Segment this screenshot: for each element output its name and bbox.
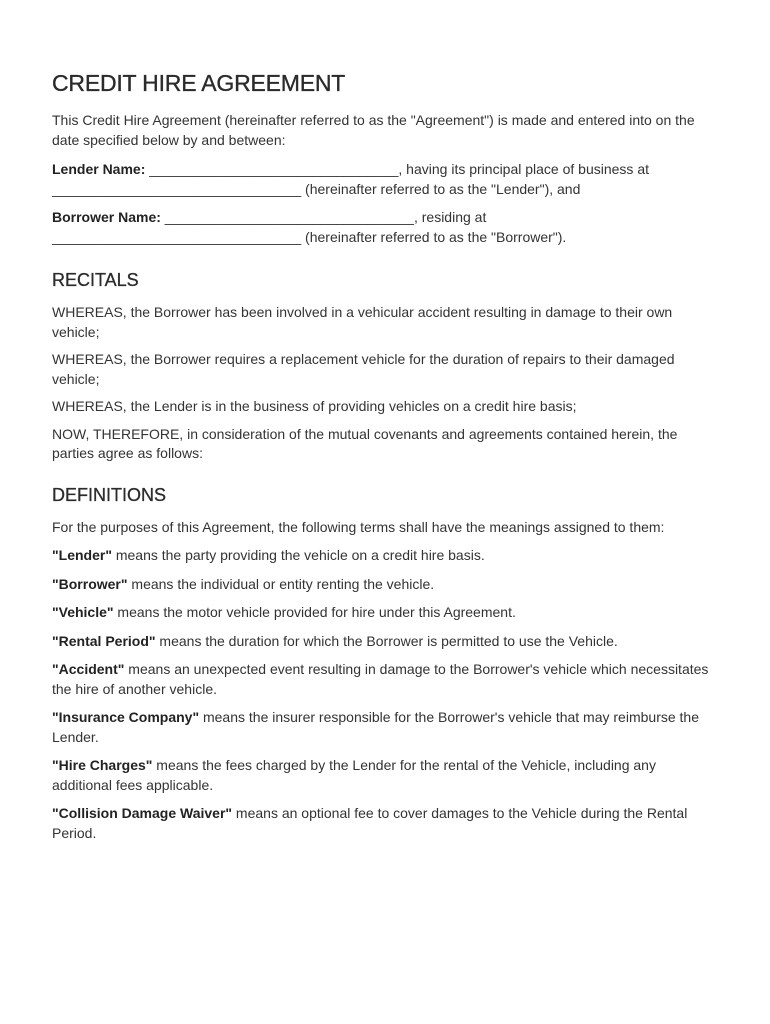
definitions-intro: For the purposes of this Agreement, the following terms shall have the meanings assigned to them: (52, 518, 665, 535)
lender-text: ________________________________, having its principal place of business at ________________________________ (hereinafter referred to as the "Lender"), and (52, 161, 649, 197)
document-title: CREDIT HIRE AGREEMENT (52, 70, 346, 96)
lender-label: Lender Name: (52, 161, 146, 177)
definition-meaning: means the motor vehicle provided for hire under this Agreement. (113, 604, 516, 620)
definition-item (52, 660, 718, 699)
definition-meaning: means the individual or entity renting the vehicle. (127, 575, 435, 592)
definition-term: "Collision Damage Waiver" (52, 805, 233, 821)
definition-item (52, 804, 718, 843)
definition-term: "Hire Charges" (52, 757, 153, 773)
definitions-list (52, 518, 718, 844)
definition-term: "Vehicle" (52, 604, 114, 620)
definition-item (52, 756, 718, 795)
definition-meaning: means the party providing the vehicle on a credit hire basis. (111, 547, 485, 563)
definition-term: "Borrower" (52, 575, 128, 592)
definition-meaning: means the fees charged by the Lender for the rental of the Vehicle, including any additional fees applicable. (52, 757, 656, 793)
definition-term: "Accident" (52, 661, 125, 677)
lender-paragraph (52, 160, 718, 199)
definition-term: "Lender" (52, 547, 112, 563)
definition-item (52, 575, 718, 595)
recital-paragraph: NOW, THEREFORE, in consideration of the mutual covenants and agreements contained herein, the parties agree as follows: (52, 425, 678, 461)
definition-meaning: means the duration for which the Borrower is permitted to use the Vehicle. (155, 632, 618, 649)
definition-item (52, 603, 718, 623)
borrower-paragraph (52, 208, 718, 247)
definition-item (52, 708, 718, 747)
definition-term: "Insurance Company" (52, 709, 200, 725)
recitals-heading: RECITALS (52, 270, 139, 290)
definition-item (52, 632, 718, 652)
definition-item (52, 546, 718, 566)
definition-meaning: means an optional fee to cover damages to the Vehicle during the Rental Period. (52, 805, 688, 841)
definition-meaning: means the insurer responsible for the Borrower's vehicle that may reimburse the Lender. (52, 709, 699, 745)
borrower-label: Borrower Name: (52, 209, 161, 225)
recital-paragraph: WHEREAS, the Lender is in the business of providing vehicles on a credit hire basis; (52, 398, 577, 414)
recital-paragraph: WHEREAS, the Borrower requires a replacement vehicle for the duration of repairs to their damaged vehicle; (52, 351, 675, 387)
recital-paragraph: WHEREAS, the Borrower has been involved in a vehicular accident resulting in damage to their own vehicle; (52, 304, 673, 340)
definitions-heading: DEFINITIONS (52, 484, 167, 505)
intro-paragraph: This Credit Hire Agreement (hereinafter referred to as the "Agreement") is made and entered into on the date specified below by and between: (52, 112, 695, 148)
definition-meaning: means an unexpected event resulting in damage to the Borrower's vehicle which necessitates the hire of another vehicle. (52, 661, 709, 697)
borrower-text: ________________________________, residing at ________________________________ (hereinafter referred to as the "Borrower"). (52, 209, 567, 245)
definition-term: "Rental Period" (52, 632, 156, 649)
